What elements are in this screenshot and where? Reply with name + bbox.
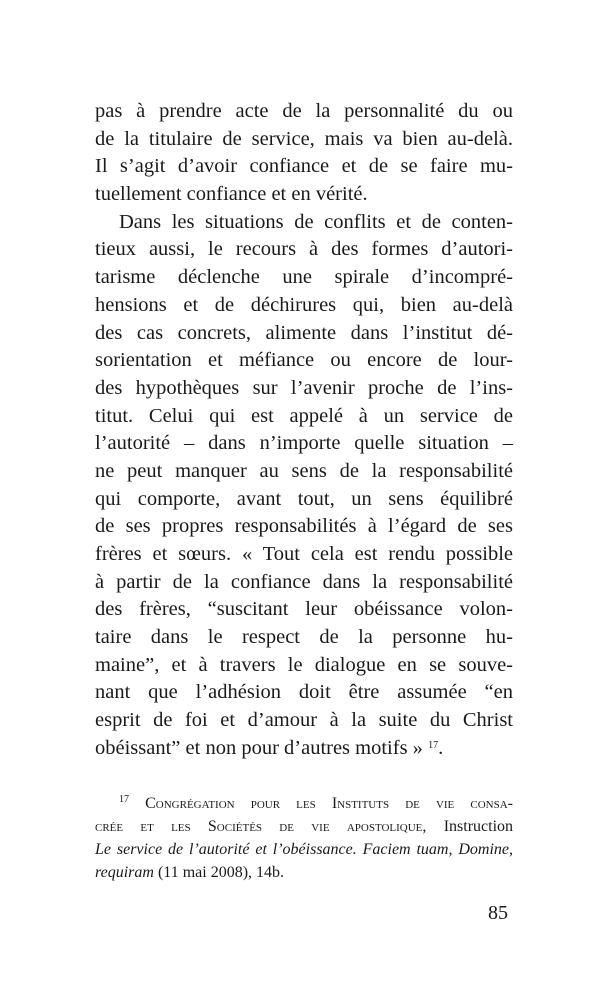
text-line: pas à prendre acte de la personnalité du ou (95, 100, 513, 122)
text-line: maine”, et à travers le dialogue en se souve- (95, 653, 513, 676)
text-line: taire dans le respect de la personne hu- (95, 626, 513, 649)
text-line: l’autorité – dans n’importe quelle situation – (95, 432, 513, 455)
footnote (95, 792, 513, 884)
text-line: des cas concrets, alimente dans l’institut dé- (95, 321, 513, 344)
text-line: obéissant” et non pour d’autres motifs » (95, 736, 423, 759)
footnote-title-cont: requiram (95, 864, 154, 881)
footnote-author-cont: crée et les Sociétés de vie apostolique, (95, 818, 427, 835)
text-line: de ses propres responsabilités à l’égard de ses (95, 515, 513, 538)
body-text (95, 98, 513, 763)
text-line: qui comporte, avant tout, un sens équilibré (95, 487, 513, 510)
text-line: titut. Celui qui est appelé à un service de (95, 404, 513, 427)
text-line: frères et sœurs. « Tout cela est rendu possible (95, 543, 513, 565)
text-line: des frères, “suscitant leur obéissance volon- (95, 598, 513, 621)
footnote-author: Congrégation pour les Instituts de vie consa- (145, 795, 513, 812)
text-line: nant que l’adhésion doit être assumée “en (95, 681, 513, 704)
footnote-line (95, 792, 513, 815)
text-line: à partir de la confiance dans la responsabilité (95, 570, 513, 593)
footnote-line (95, 815, 513, 838)
text-line: Il s’agit d’avoir confiance et de se faire mu- (95, 155, 513, 178)
text-line: sorientation et méfiance ou encore de lour- (95, 349, 513, 372)
footnote-date: (11 mai 2008), 14b. (157, 864, 285, 881)
text-line: Dans les situations de conflits et de conten- (119, 210, 513, 233)
text-line: de la titulaire de service, mais va bien au-delà. (95, 127, 513, 150)
footnote-number: 17 (119, 794, 129, 805)
footnote-title: Le service de l’autorité et l’obéissance. Faciem tuam, Domine, (95, 841, 513, 858)
footnote-doc-type: Instruction (443, 818, 514, 835)
text-line: ne peut manquer au sens de la responsabilité (95, 459, 513, 482)
footnote-line (95, 861, 513, 884)
text-line: tieux aussi, le recours à des formes d’autori- (95, 238, 513, 261)
text-line-last: obéissant” et non pour d’autres motifs » $^{17}$. (95, 736, 444, 759)
footnote-reference[interactable]: 17 (428, 739, 439, 751)
text-line: tarisme déclenche une spirale d’incompré- (95, 266, 513, 289)
text-line: tuellement confiance et en vérité. (95, 183, 368, 206)
page-number: 85 (488, 902, 508, 924)
text-line: hensions et de déchirures qui, bien au-delà (95, 293, 513, 316)
text-line: esprit de foi et d’amour à la suite du Christ (95, 709, 513, 732)
text-line: des hypothèques sur l’avenir proche de l’ins- (95, 376, 513, 399)
